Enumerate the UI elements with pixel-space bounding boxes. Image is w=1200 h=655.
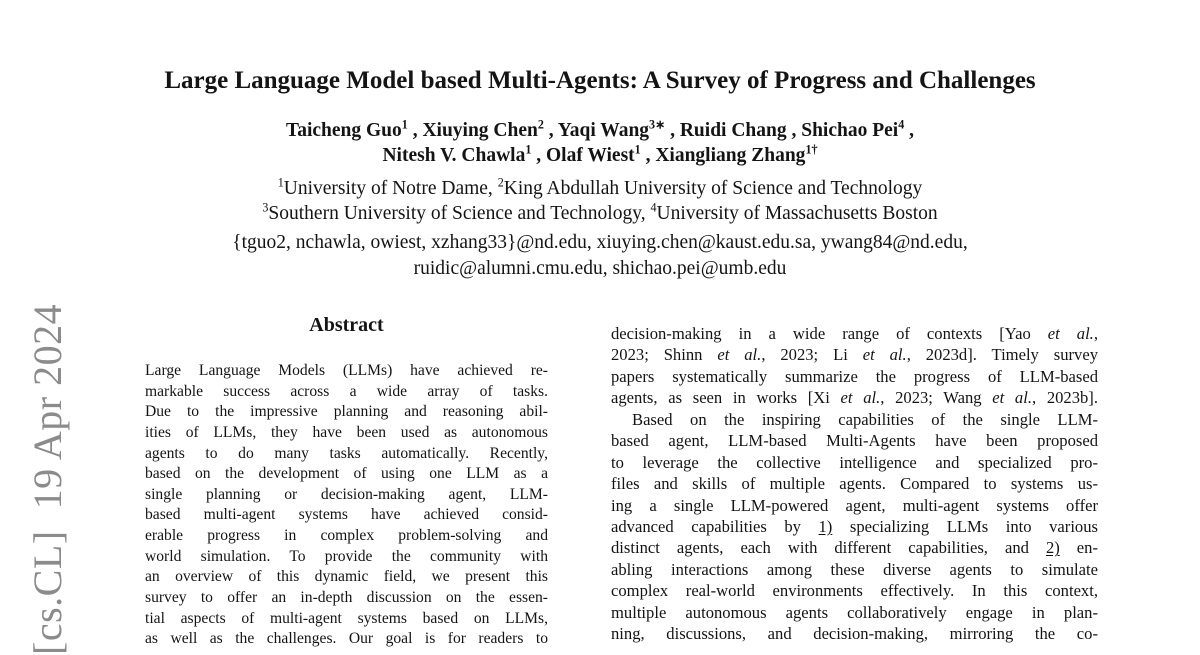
text-line: tial aspects of multi-agent systems based on LLMs, bbox=[145, 609, 548, 627]
email-line: {tguo2, nchawla, owiest, xzhang33}@nd.edu, xiuying.chen@kaust.edu.sa, ywang84@nd.edu, bbox=[232, 232, 968, 253]
text-line: an overview of this dynamic field, we present this bbox=[145, 568, 548, 586]
text-line: world simulation. To provide the community with bbox=[145, 547, 548, 565]
text-line: ing a single LLM-powered agent, multi-agent systems offer bbox=[611, 495, 1098, 515]
affiliation-block bbox=[0, 176, 1200, 226]
arxiv-stamp: [cs.CL] 19 Apr 2024 bbox=[25, 303, 70, 655]
text-line: complex real-world environments effectively. In this context, bbox=[611, 581, 1098, 601]
text-line: erable progress in complex problem-solving and bbox=[145, 527, 548, 545]
text-line: Due to the impressive planning and reasoning abil- bbox=[145, 403, 548, 421]
affiliation-line: $^1$University of Notre Dame, $^2$King Abdullah University of Science and Technology bbox=[277, 175, 923, 199]
right-column-text bbox=[611, 323, 1098, 648]
abstract-text bbox=[145, 361, 548, 648]
text-line: agents, as seen in works [Xi et al., 2023; Wang et al., 2023b]. bbox=[611, 388, 1098, 408]
author-line: Taicheng Guo$^1$ , Xiuying Chen$^2$ , Yaqi Wang$^{3∗}$ , Ruidi Chang , Shichao Pei$^4$ , bbox=[285, 117, 914, 141]
text-line: abling interactions among these diverse agents to simulate bbox=[611, 559, 1098, 579]
email-block bbox=[0, 230, 1200, 281]
text-line: advanced capabilities by 1) specializing LLMs into various bbox=[611, 516, 1098, 536]
text-line: based multi-agent systems have achieved consid- bbox=[145, 506, 548, 524]
text-line: survey to offer an in-depth discussion on the essen- bbox=[145, 589, 548, 607]
text-line: Based on the inspiring capabilities of the single LLM- bbox=[632, 409, 1098, 429]
text-line: markable success across a wide array of tasks. bbox=[145, 382, 548, 400]
text-line: distinct agents, each with different capabilities, and 2) en- bbox=[611, 538, 1098, 558]
text-line: based agent, LLM-based Multi-Agents have been proposed bbox=[611, 431, 1098, 451]
text-line: multiple autonomous agents collaboratively engage in plan- bbox=[611, 602, 1098, 622]
text-line: to leverage the collective intelligence and specialized pro- bbox=[611, 452, 1098, 472]
paper-title: Large Language Model based Multi-Agents: A Survey of Progress and Challenges bbox=[164, 67, 1036, 94]
text-line: agents to do many tasks automatically. Recently, bbox=[145, 444, 548, 462]
author-line: Nitesh V. Chawla$^1$ , Olaf Wiest$^1$ , Xiangliang Zhang$^{1\dagger}$ bbox=[382, 142, 818, 166]
affiliation-line: $^3$Southern University of Science and Technology, $^4$University of Massachusetts Boston bbox=[262, 200, 938, 224]
text-line: files and skills of multiple agents. Compared to systems us- bbox=[611, 474, 1098, 494]
text-line: papers systematically summarize the progress of LLM-based bbox=[611, 366, 1098, 386]
author-block bbox=[0, 118, 1200, 168]
text-line: 2023; Shinn et al., 2023; Li et al., 2023d]. Timely survey bbox=[611, 345, 1098, 365]
text-line: single planning or decision-making agent, LLM- bbox=[145, 485, 548, 503]
text-line: ities of LLMs, they have been used as autonomous bbox=[145, 423, 548, 441]
text-line: based on the development of using one LLM as a bbox=[145, 465, 548, 483]
abstract-heading: Abstract bbox=[309, 314, 384, 336]
text-line: Large Language Models (LLMs) have achieved re- bbox=[145, 362, 548, 379]
text-line: decision-making in a wide range of contexts [Yao et al., bbox=[611, 324, 1098, 343]
text-line: ning, discussions, and decision-making, mirroring the co- bbox=[611, 624, 1098, 644]
email-line: ruidic@alumni.cmu.edu, shichao.pei@umb.edu bbox=[413, 257, 787, 279]
text-line: as well as the challenges. Our goal is for readers to bbox=[145, 630, 548, 648]
